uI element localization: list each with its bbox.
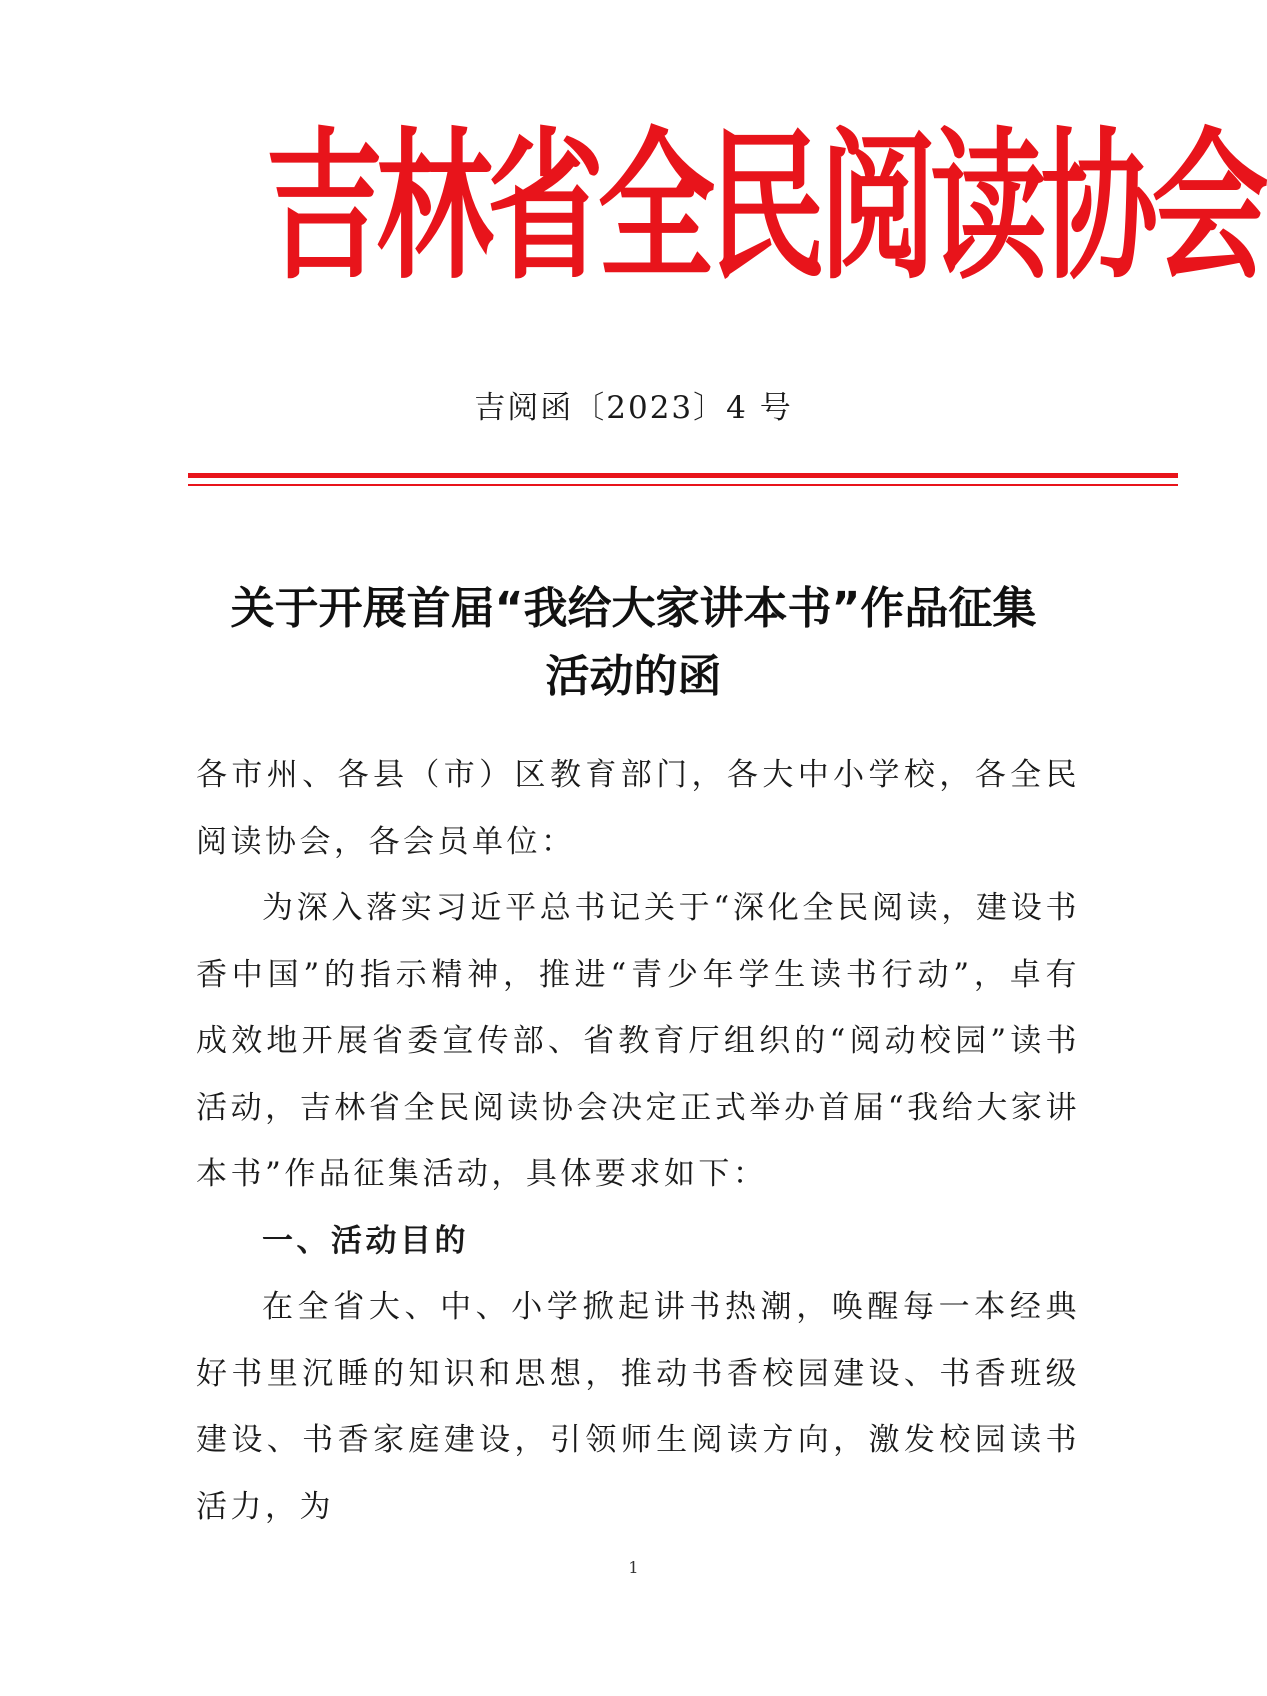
body-paragraph-2: 在全省大、中、小学掀起讲书热潮，唤醒每一本经典好书里沉睡的知识和思想，推动书香校园建设、书香班级建设、书香家庭建设，引领师生阅读方向，激发校园读书活力，为 [196, 1289, 1080, 1525]
document-number: 吉阅函〔2023〕4 号 [474, 390, 793, 426]
section-heading-1: 一、活动目的 [262, 1222, 469, 1259]
red-divider-thin [188, 484, 1178, 486]
document-body [196, 742, 1080, 1540]
salutation: 各市州、各县（市）区教育部门，各大中小学校，各全民阅读协会，各会员单位： [196, 757, 1080, 860]
title-line-1: 关于开展首届“我给大家讲本书”作品征集 [230, 583, 1037, 634]
document-title [150, 575, 1117, 711]
red-divider-thick [188, 473, 1178, 478]
title-line-2: 活动的函 [545, 651, 722, 702]
page-number: 1 [628, 1558, 639, 1577]
masthead-org-name: 吉林省全民阅读协会 [265, 114, 1263, 302]
body-paragraph-1: 为深入落实习近平总书记关于“深化全民阅读，建设书香中国”的指示精神，推进“青少年学生读书行动”，卓有成效地开展省委宣传部、省教育厅组织的“阅动校园”读书活动，吉林省全民阅读协会决定正式举办首届“我给大家讲本书”作品征集活动，具体要求如下： [196, 890, 1080, 1192]
